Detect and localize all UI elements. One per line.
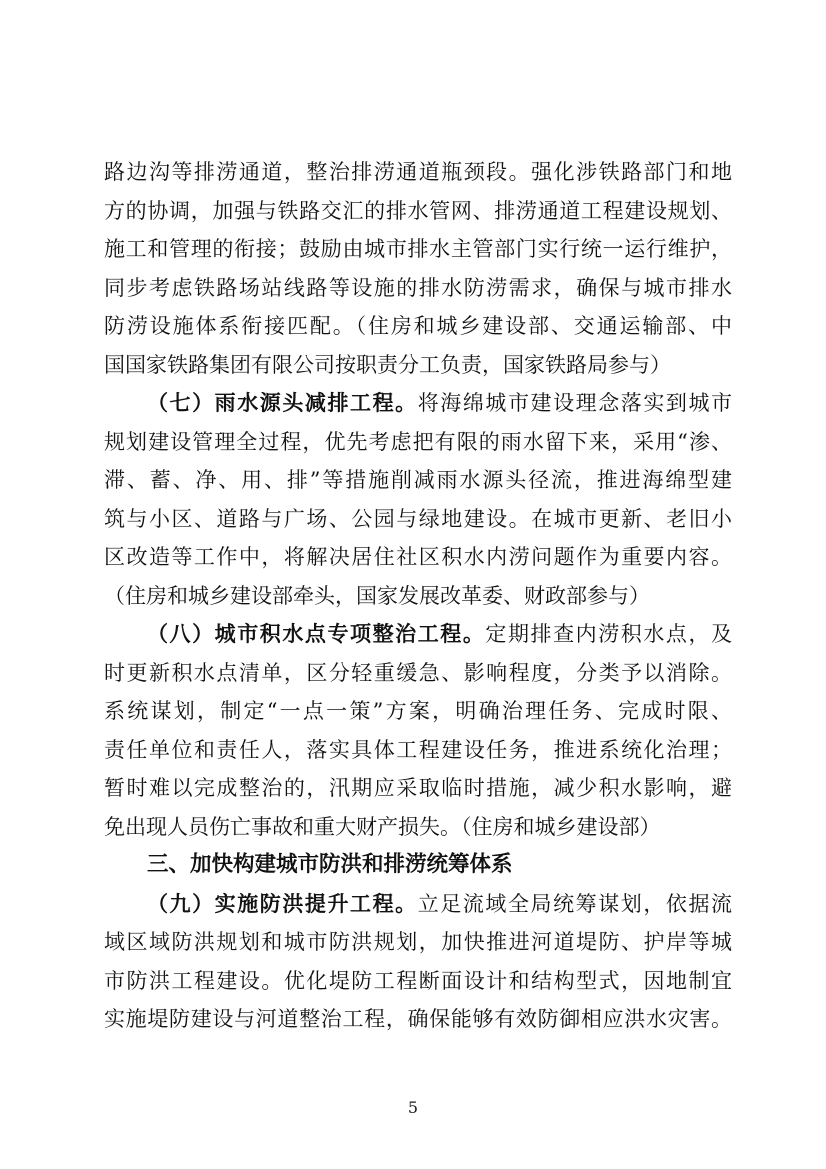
line-text: 暂时难以完成整治的，汛期应采取临时措施，减少积水影响，避 <box>104 776 732 800</box>
line-text: 域区域防洪规划和城市防洪规划，加快推进河道堤防、护岸等城 <box>104 930 732 954</box>
document-line <box>104 192 732 231</box>
line-text: 实施堤防建设与河道整治工程，确保能够有效防御相应洪水灾害。 <box>104 1007 732 1031</box>
line-text: 定期排查内涝积水点，及 <box>485 622 732 646</box>
document-line <box>104 923 732 962</box>
document-line <box>104 654 732 693</box>
line-text: 区改造等工作中，将解决居住社区积水内涝问题作为重要内容。 <box>104 545 732 569</box>
line-text: 系统谋划，制定“一点一策”方案，明确治理任务、完成时限、 <box>104 699 732 723</box>
line-text: 将海绵城市建设理念落实到城市 <box>417 391 732 415</box>
document-line <box>104 346 732 385</box>
line-text: 市防洪工程建设。优化堤防工程断面设计和结构型式，因地制宜 <box>104 968 732 993</box>
document-line <box>104 769 732 808</box>
document-line <box>104 307 732 346</box>
document-line <box>104 692 732 731</box>
document-body <box>104 153 732 1039</box>
line-text: 时更新积水点清单，区分轻重缓急、影响程度，分类予以消除。 <box>104 660 732 685</box>
paragraph-number-title: （七）雨水源头减排工程。 <box>147 390 418 415</box>
document-line <box>104 885 732 924</box>
document-line <box>104 577 732 616</box>
paragraph-number-title: （九）实施防洪提升工程。 <box>147 890 418 916</box>
document-line <box>104 423 732 462</box>
line-text: 三、加快构建城市防洪和排涝统筹体系 <box>147 852 513 877</box>
document-line <box>104 230 732 269</box>
line-text: 规划建设管理全过程，优先考虑把有限的雨水留下来，采用“渗、 <box>104 429 732 454</box>
document-line <box>104 384 732 423</box>
line-text: 筑与小区、道路与广场、公园与绿地建设。在城市更新、老旧小 <box>104 506 732 531</box>
paragraph-number-title: （八）城市积水点专项整治工程。 <box>147 621 486 646</box>
document-line <box>104 615 732 654</box>
document-line <box>104 1000 732 1039</box>
document-line <box>104 962 732 1001</box>
document-line <box>104 153 732 192</box>
line-text: 滞、蓄、净、用、排”等措施削减雨水源头径流，推进海绵型建 <box>104 468 732 492</box>
document-line <box>104 269 732 308</box>
line-text: 国国家铁路集团有限公司按职责分工负责，国家铁路局参与） <box>104 352 671 377</box>
line-text: 责任单位和责任人，落实具体工程建设任务，推进系统化治理； <box>104 737 732 762</box>
line-text: （住房和城乡建设部牵头，国家发展改革委、财政部参与） <box>104 583 650 608</box>
line-text: 方的协调，加强与铁路交汇的排水管网、排涝通道工程建设规划、 <box>104 198 732 223</box>
line-text: 免出现人员伤亡事故和重大财产损失。（住房和城乡建设部） <box>104 814 661 839</box>
line-text: 施工和管理的衔接；鼓励由城市排水主管部门实行统一运行维护， <box>104 237 732 261</box>
page-number: 5 <box>407 1098 419 1117</box>
line-text: 同步考虑铁路场站线路等设施的排水防涝需求，确保与城市排水 <box>104 275 732 300</box>
line-text: 立足流域全局统筹谋划，依据流 <box>417 891 732 916</box>
section-heading <box>104 846 732 885</box>
document-line <box>104 500 732 539</box>
document-line <box>104 461 732 500</box>
document-line <box>104 808 732 847</box>
line-text: 防涝设施体系衔接匹配。（住房和城乡建设部、交通运输部、中 <box>104 314 732 338</box>
document-line <box>104 538 732 577</box>
document-line <box>104 731 732 770</box>
line-text: 路边沟等排涝通道，整治排涝通道瓶颈段。强化涉铁路部门和地 <box>104 160 732 184</box>
